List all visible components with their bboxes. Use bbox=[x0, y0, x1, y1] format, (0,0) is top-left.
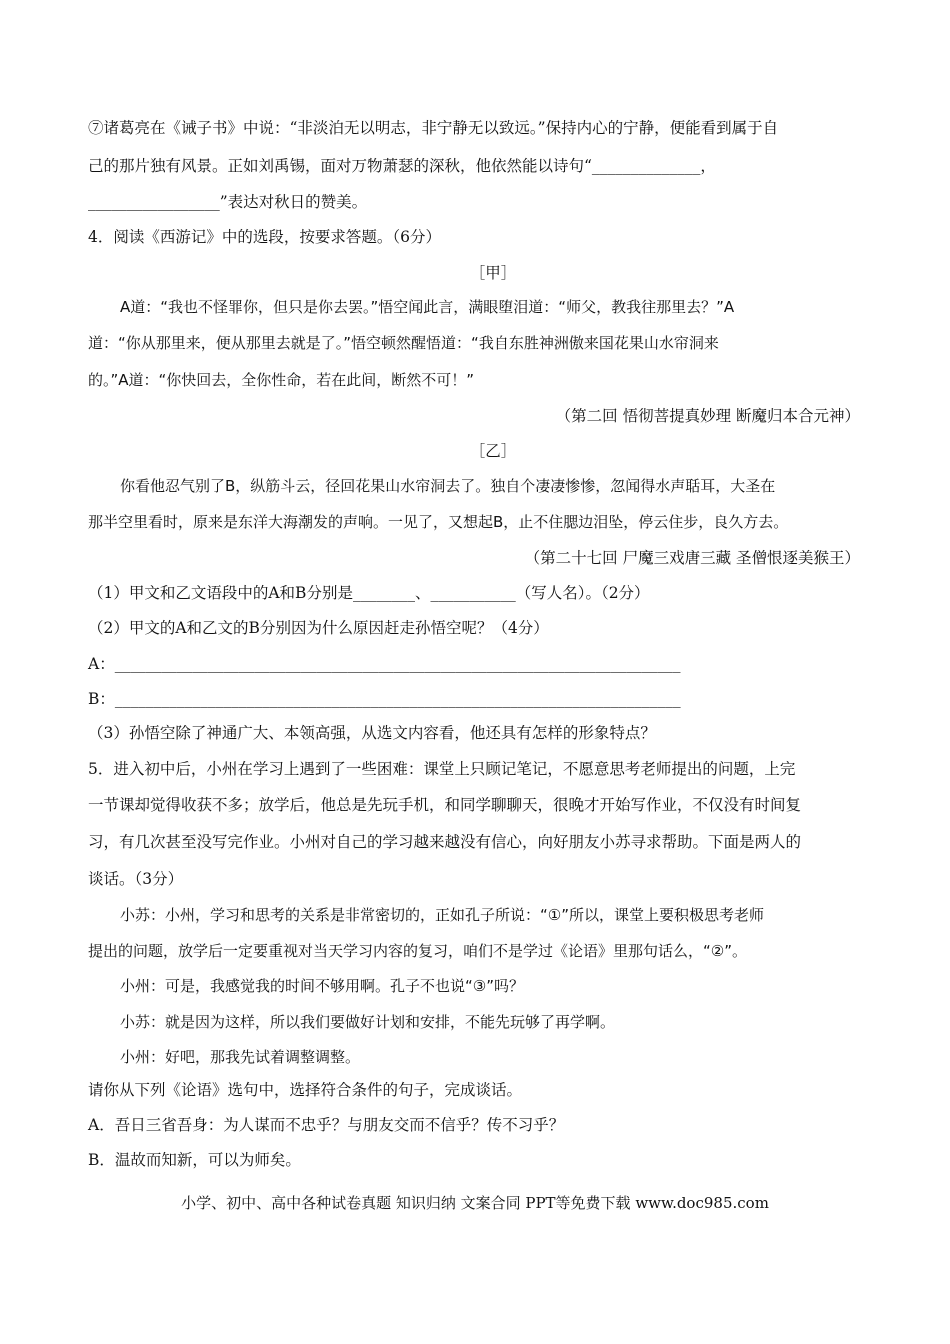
q3-line-3: _________________”表达对秋日的赞美。 bbox=[88, 193, 368, 211]
q5-instruction: 请你从下列《论语》选句中，选择符合条件的句子，完成谈话。 bbox=[88, 1081, 523, 1099]
q5-line-4: 谈话。（3分） bbox=[88, 870, 184, 888]
q4-yi-line-1: 你看他忍气别了B，纵筋斗云，径回花果山水帘洞去了。独自个凄凄惨惨，忽闻得水声聒耳，大圣在 bbox=[120, 477, 776, 495]
q5-dialogue-1-line-1: 小苏：小州，学习和思考的关系是非常密切的，正如孔子所说：“①”所以，课堂上要积极思考老师 bbox=[120, 906, 764, 924]
q5-dialogue-4: 小州：好吧，那我先试着调整调整。 bbox=[120, 1048, 361, 1066]
q4-jia-line-3: 的。”A道：“你快回去，全你性命，若在此间，断然不可！” bbox=[88, 371, 475, 389]
q5-option-a: A．吾日三省吾身：为人谋而不忠乎？与朋友交而不信乎？传不习乎？ bbox=[88, 1116, 565, 1134]
q4-subquestion-3: （3）孙悟空除了神通广大、本领高强，从选文内容看，他还具有怎样的形象特点？ bbox=[88, 724, 656, 742]
q4-yi-source: （第二十七回 尸魔三戏唐三藏 圣僧恨逐美猴王） bbox=[524, 549, 860, 567]
q4-jia-line-1: A道：“我也不怪罪你，但只是你去罢。”悟空闻此言，满眼堕泪道：“师父，教我往那里去？”A bbox=[120, 298, 735, 316]
q5-line-2: 一节课却觉得收获不多；放学后，他总是先玩手机，和同学聊聊天，很晚才开始写作业，不仅没有时间复 bbox=[88, 796, 802, 814]
q5-option-b: B．温故而知新，可以为师矣。 bbox=[88, 1151, 301, 1169]
q4-answer-line-a: A：_________________________________________________________________________ bbox=[88, 655, 681, 673]
q4-yi-label: ［乙］ bbox=[469, 442, 517, 460]
q4-jia-line-2: 道：“你从那里来，便从那里去就是了。”悟空顿然醒悟道：“我自东胜神洲傲来国花果山水帘洞来 bbox=[88, 334, 719, 352]
q4-title: 4．阅读《西游记》中的选段，按要求答题。（6分） bbox=[88, 228, 441, 246]
q5-dialogue-2: 小州：可是，我感觉我的时间不够用啊。孔子不也说“③”吗？ bbox=[120, 977, 524, 995]
q4-subquestion-2: （2）甲文的A和乙文的B分别因为什么原因赶走孙悟空呢？（4分） bbox=[88, 619, 549, 637]
q5-dialogue-1-line-2: 提出的问题，放学后一定要重视对当天学习内容的复习，咱们不是学过《论语》里那句话么，“②”。 bbox=[88, 942, 747, 960]
page-footer: 小学、初中、高中各种试卷真题 知识归纳 文案合同 PPT等免费下载 www.doc985.com bbox=[181, 1194, 769, 1212]
q4-jia-label: ［甲］ bbox=[469, 264, 517, 282]
q5-dialogue-3: 小苏：就是因为这样，所以我们要做好计划和安排，不能先玩够了再学啊。 bbox=[120, 1013, 616, 1031]
q3-line-1: ⑦诸葛亮在《诫子书》中说：“非淡泊无以明志，非宁静无以致远。”保持内心的宁静，便能看到属于自 bbox=[88, 119, 779, 137]
q4-yi-line-2: 那半空里看时，原来是东洋大海潮发的声响。一见了，又想起B，止不住腮边泪坠，停云住步，良久方去。 bbox=[88, 513, 789, 531]
q3-line-2: 己的那片独有风景。正如刘禹锡，面对万物萧瑟的深秋，他依然能以诗句“______________， bbox=[88, 157, 716, 175]
q5-line-3: 习，有几次甚至没写完作业。小州对自己的学习越来越没有信心，向好朋友小苏寻求帮助。下面是两人的 bbox=[88, 833, 802, 851]
q4-jia-source: （第二回 悟彻菩提真妙理 断魔归本合元神） bbox=[555, 407, 860, 425]
q4-answer-line-b: B：_________________________________________________________________________ bbox=[88, 690, 681, 708]
q5-line-1: 5．进入初中后，小州在学习上遇到了一些困难：课堂上只顾记笔记，不愿意思考老师提出的问题，上完 bbox=[88, 760, 796, 778]
q4-subquestion-1: （1）甲文和乙文语段中的A和B分别是________、___________（写人名）。（2分） bbox=[88, 584, 650, 602]
